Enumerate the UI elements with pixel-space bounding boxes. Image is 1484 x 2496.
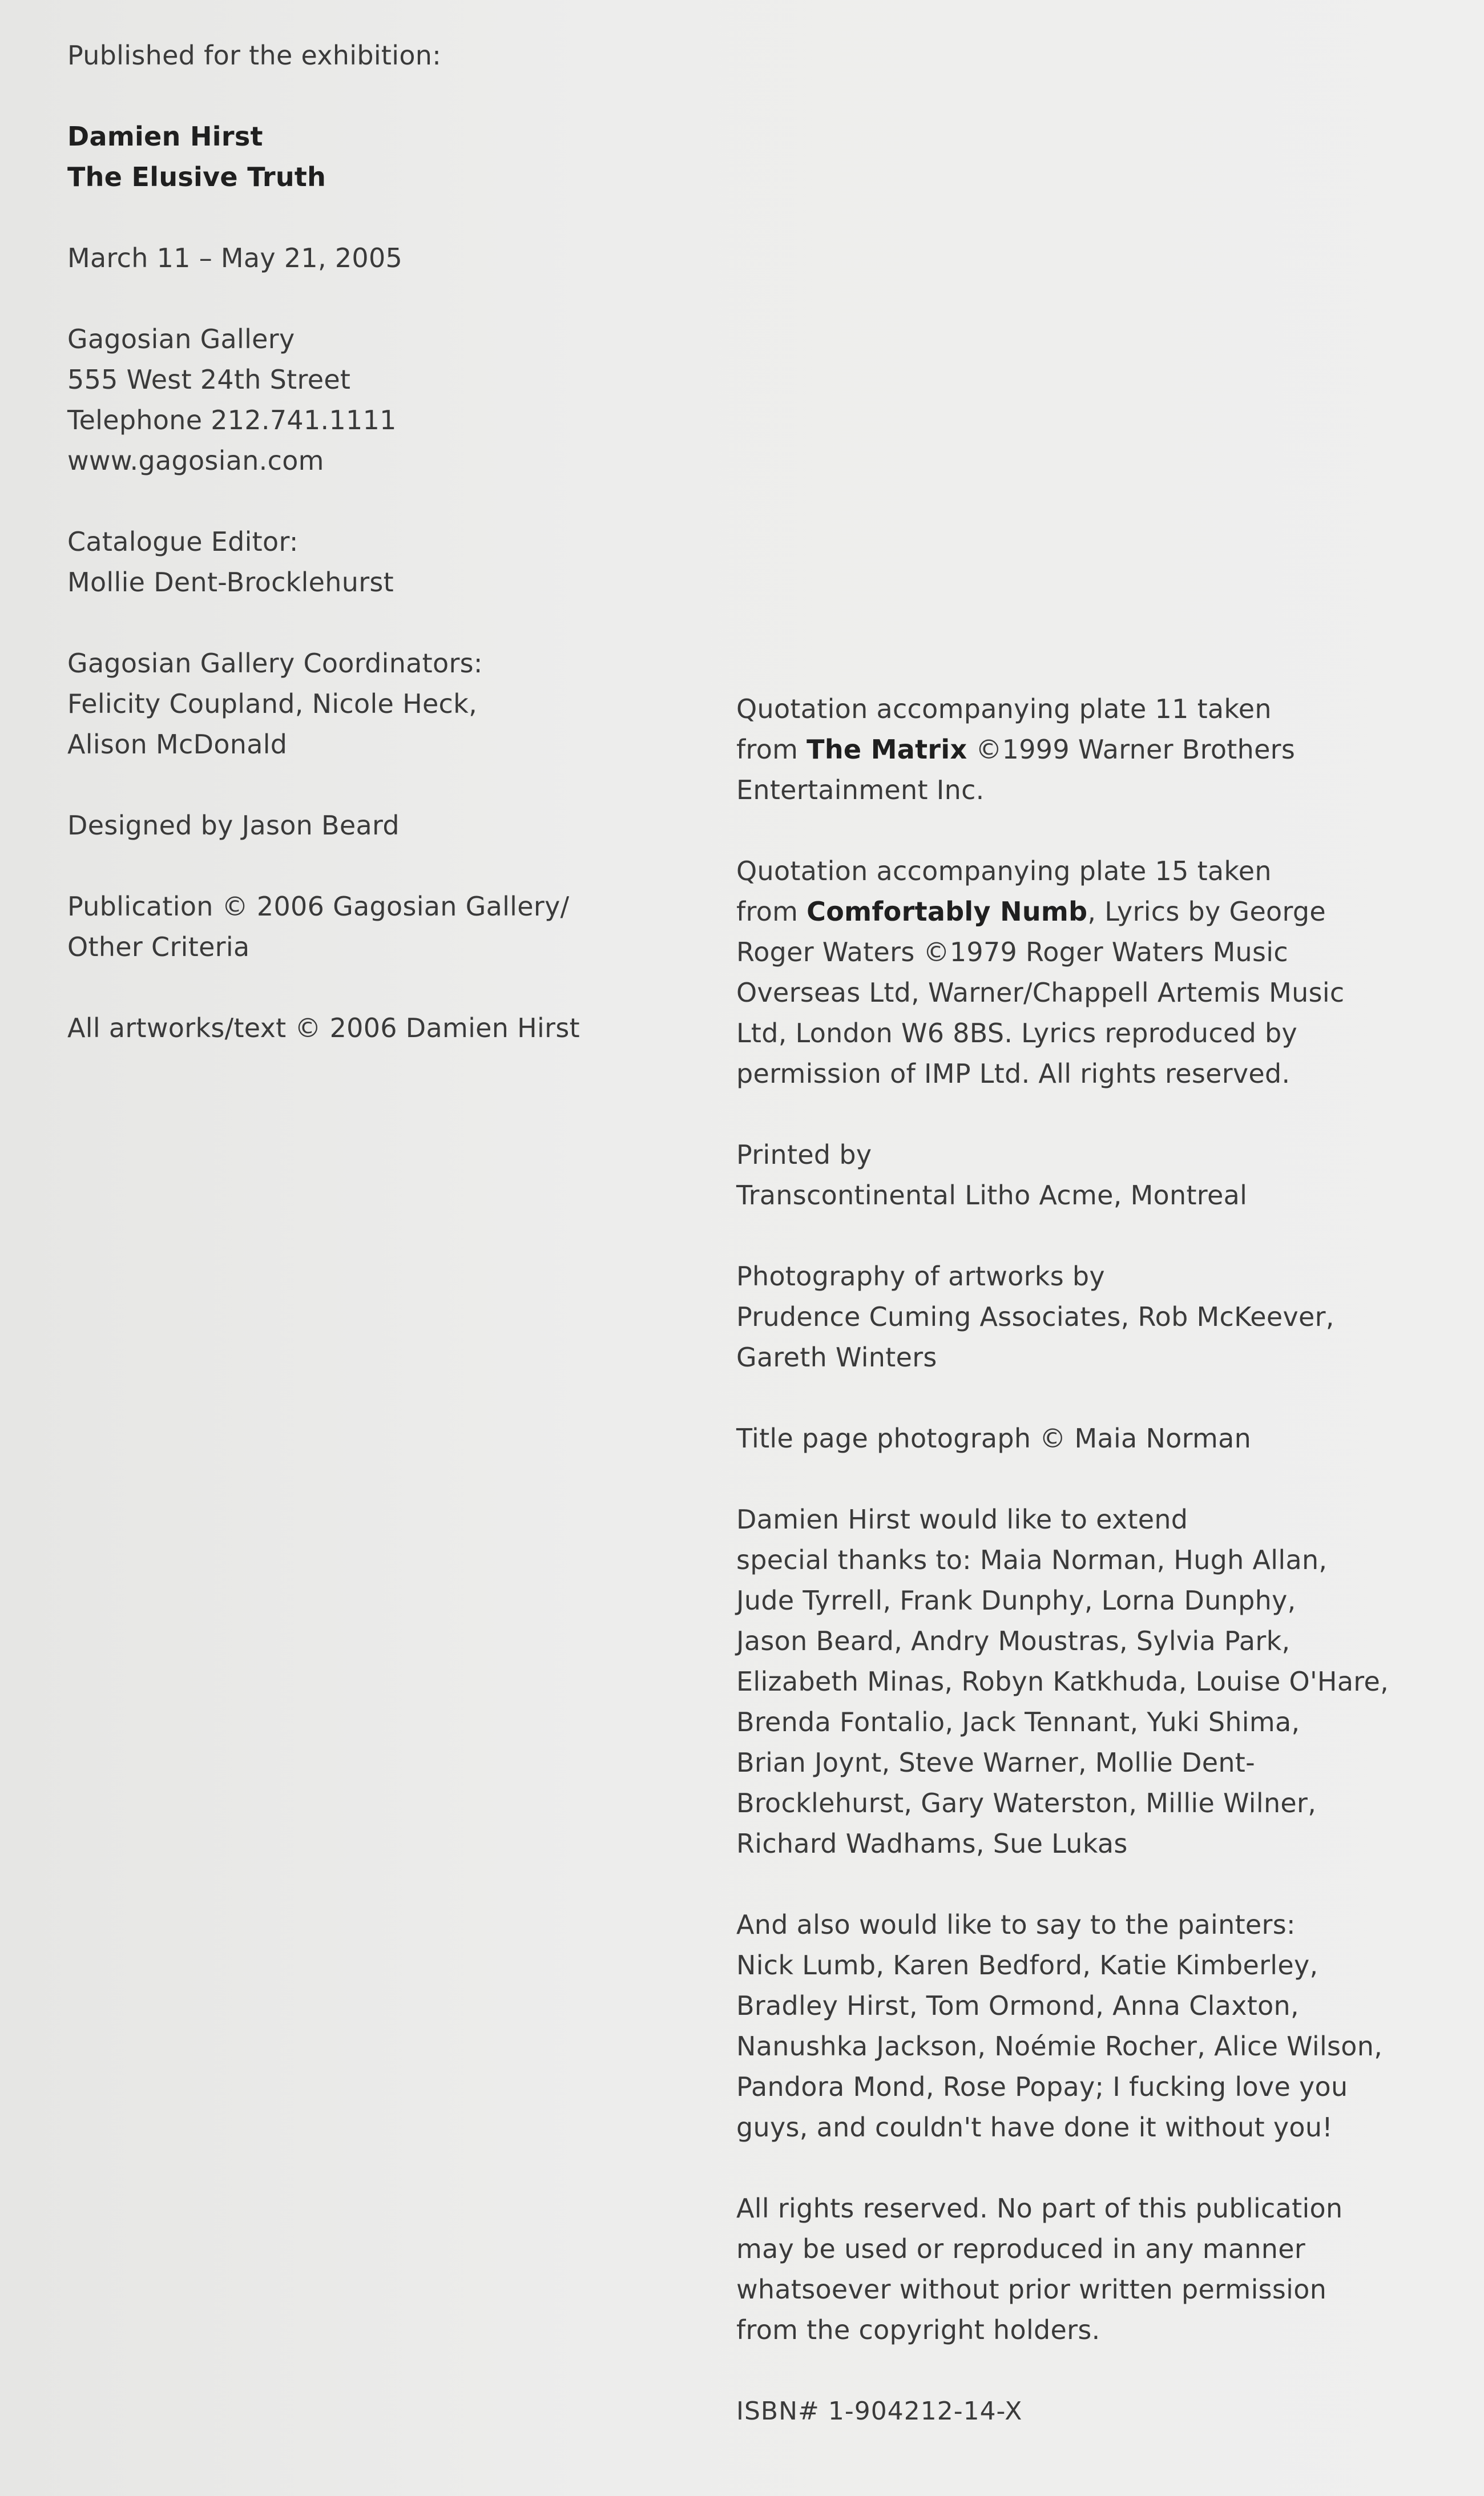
printer-name: Transcontinental Litho Acme, Montreal bbox=[736, 1180, 1248, 1211]
matrix-title: The Matrix bbox=[806, 734, 967, 765]
rights-line-3: whatsoever without prior written permission bbox=[736, 2274, 1327, 2305]
numb-line-5: Ltd, London W6 8BS. Lyrics reproduced by bbox=[736, 1018, 1298, 1049]
numb-line-2-post: , Lyrics by George bbox=[1087, 896, 1326, 927]
designer-block bbox=[67, 805, 695, 846]
rights-line-4: from the copyright holders. bbox=[736, 2314, 1100, 2345]
rights-block bbox=[736, 2188, 1410, 2350]
painters-line-3: Bradley Hirst, Tom Ormond, Anna Claxton, bbox=[736, 1990, 1299, 2021]
editor-name: Mollie Dent-Brocklehurst bbox=[67, 567, 394, 598]
title-photo-credit: Title page photograph © Maia Norman bbox=[736, 1423, 1252, 1454]
gallery-name: Gagosian Gallery bbox=[67, 324, 295, 354]
left-column bbox=[67, 35, 695, 1089]
numb-title: Comfortably Numb bbox=[806, 896, 1088, 927]
publication-line-1: Publication © 2006 Gagosian Gallery/ bbox=[67, 891, 570, 922]
artworks-copyright: All artworks/text © 2006 Damien Hirst bbox=[67, 1013, 580, 1043]
numb-line-3: Roger Waters ©1979 Roger Waters Music bbox=[736, 937, 1288, 967]
matrix-line-3: Entertainment Inc. bbox=[736, 775, 985, 805]
numb-line-6: permission of IMP Ltd. All rights reserved. bbox=[736, 1058, 1291, 1089]
thanks-line-2: special thanks to: Maia Norman, Hugh Allan, bbox=[736, 1545, 1328, 1575]
isbn-block bbox=[736, 2391, 1410, 2432]
exhibition-dates: March 11 – May 21, 2005 bbox=[67, 243, 403, 273]
artist-name: Damien Hirst bbox=[67, 121, 263, 152]
printer-label: Printed by bbox=[736, 1139, 872, 1170]
matrix-line-1: Quotation accompanying plate 11 taken bbox=[736, 693, 1272, 724]
thanks-line-6: Brenda Fontalio, Jack Tennant, Yuki Shima, bbox=[736, 1707, 1300, 1737]
publication-block bbox=[67, 886, 695, 967]
publication-line-2: Other Criteria bbox=[67, 932, 250, 962]
right-column bbox=[736, 689, 1410, 2472]
coordinators-block bbox=[67, 643, 695, 765]
painters-line-1: And also would like to say to the painters: bbox=[736, 1909, 1296, 1940]
photography-line-1: Prudence Cuming Associates, Rob McKeever, bbox=[736, 1301, 1334, 1332]
thanks-line-7: Brian Joynt, Steve Warner, Mollie Dent- bbox=[736, 1747, 1256, 1778]
thanks-line-9: Richard Wadhams, Sue Lukas bbox=[736, 1828, 1128, 1859]
thanks-line-1: Damien Hirst would like to extend bbox=[736, 1504, 1188, 1535]
painters-line-2: Nick Lumb, Karen Bedford, Katie Kimberley, bbox=[736, 1950, 1318, 1981]
designer-credit: Designed by Jason Beard bbox=[67, 810, 400, 841]
gallery-block bbox=[67, 319, 695, 481]
thanks-line-8: Brocklehurst, Gary Waterston, Millie Wilner, bbox=[736, 1788, 1317, 1818]
thanks-line-5: Elizabeth Minas, Robyn Katkhuda, Louise O'Hare, bbox=[736, 1666, 1389, 1697]
numb-quotation-block bbox=[736, 851, 1410, 1094]
thanks-line-4: Jason Beard, Andry Moustras, Sylvia Park, bbox=[736, 1626, 1291, 1656]
intro-block bbox=[67, 35, 695, 76]
exhibition-title-block bbox=[67, 116, 695, 197]
thanks-block bbox=[736, 1499, 1410, 1864]
coordinators-line-1: Felicity Coupland, Nicole Heck, bbox=[67, 688, 478, 719]
rights-line-2: may be used or reproduced in any manner bbox=[736, 2233, 1306, 2264]
matrix-line-2 bbox=[736, 729, 1410, 770]
printer-block bbox=[736, 1135, 1410, 1216]
photography-block bbox=[736, 1256, 1410, 1378]
editor-label: Catalogue Editor: bbox=[67, 526, 299, 557]
rights-line-1: All rights reserved. No part of this publication bbox=[736, 2193, 1343, 2224]
painters-line-5: Pandora Mond, Rose Popay; I fucking love you bbox=[736, 2071, 1348, 2102]
numb-line-4: Overseas Ltd, Warner/Chappell Artemis Music bbox=[736, 977, 1345, 1008]
numb-line-2 bbox=[736, 892, 1410, 932]
painters-line-6: guys, and couldn't have done it without you! bbox=[736, 2112, 1333, 2143]
matrix-quotation-block bbox=[736, 689, 1410, 811]
photography-line-2: Gareth Winters bbox=[736, 1342, 937, 1373]
gallery-website: www.gagosian.com bbox=[67, 445, 324, 476]
isbn-number: ISBN# 1-904212-14-X bbox=[736, 2397, 1023, 2426]
dates-block bbox=[67, 238, 695, 279]
gallery-address: 555 West 24th Street bbox=[67, 364, 351, 395]
intro-text: Published for the exhibition: bbox=[67, 40, 442, 71]
title-photo-block bbox=[736, 1418, 1410, 1459]
painters-block bbox=[736, 1905, 1410, 2148]
coordinators-label: Gagosian Gallery Coordinators: bbox=[67, 648, 483, 679]
matrix-line-2-post: ©1999 Warner Brothers bbox=[967, 734, 1296, 765]
editor-block bbox=[67, 522, 695, 603]
numb-line-2-pre: from bbox=[736, 896, 807, 927]
photography-label: Photography of artworks by bbox=[736, 1261, 1105, 1292]
artworks-copyright-block bbox=[67, 1008, 695, 1049]
painters-line-4: Nanushka Jackson, Noémie Rocher, Alice Wilson, bbox=[736, 2031, 1383, 2062]
gallery-telephone: Telephone 212.741.1111 bbox=[67, 405, 397, 436]
coordinators-line-2: Alison McDonald bbox=[67, 729, 288, 760]
numb-line-1: Quotation accompanying plate 15 taken bbox=[736, 856, 1272, 886]
matrix-line-2-pre: from bbox=[736, 734, 807, 765]
exhibition-title: The Elusive Truth bbox=[67, 162, 326, 192]
thanks-line-3: Jude Tyrrell, Frank Dunphy, Lorna Dunphy, bbox=[736, 1585, 1296, 1616]
